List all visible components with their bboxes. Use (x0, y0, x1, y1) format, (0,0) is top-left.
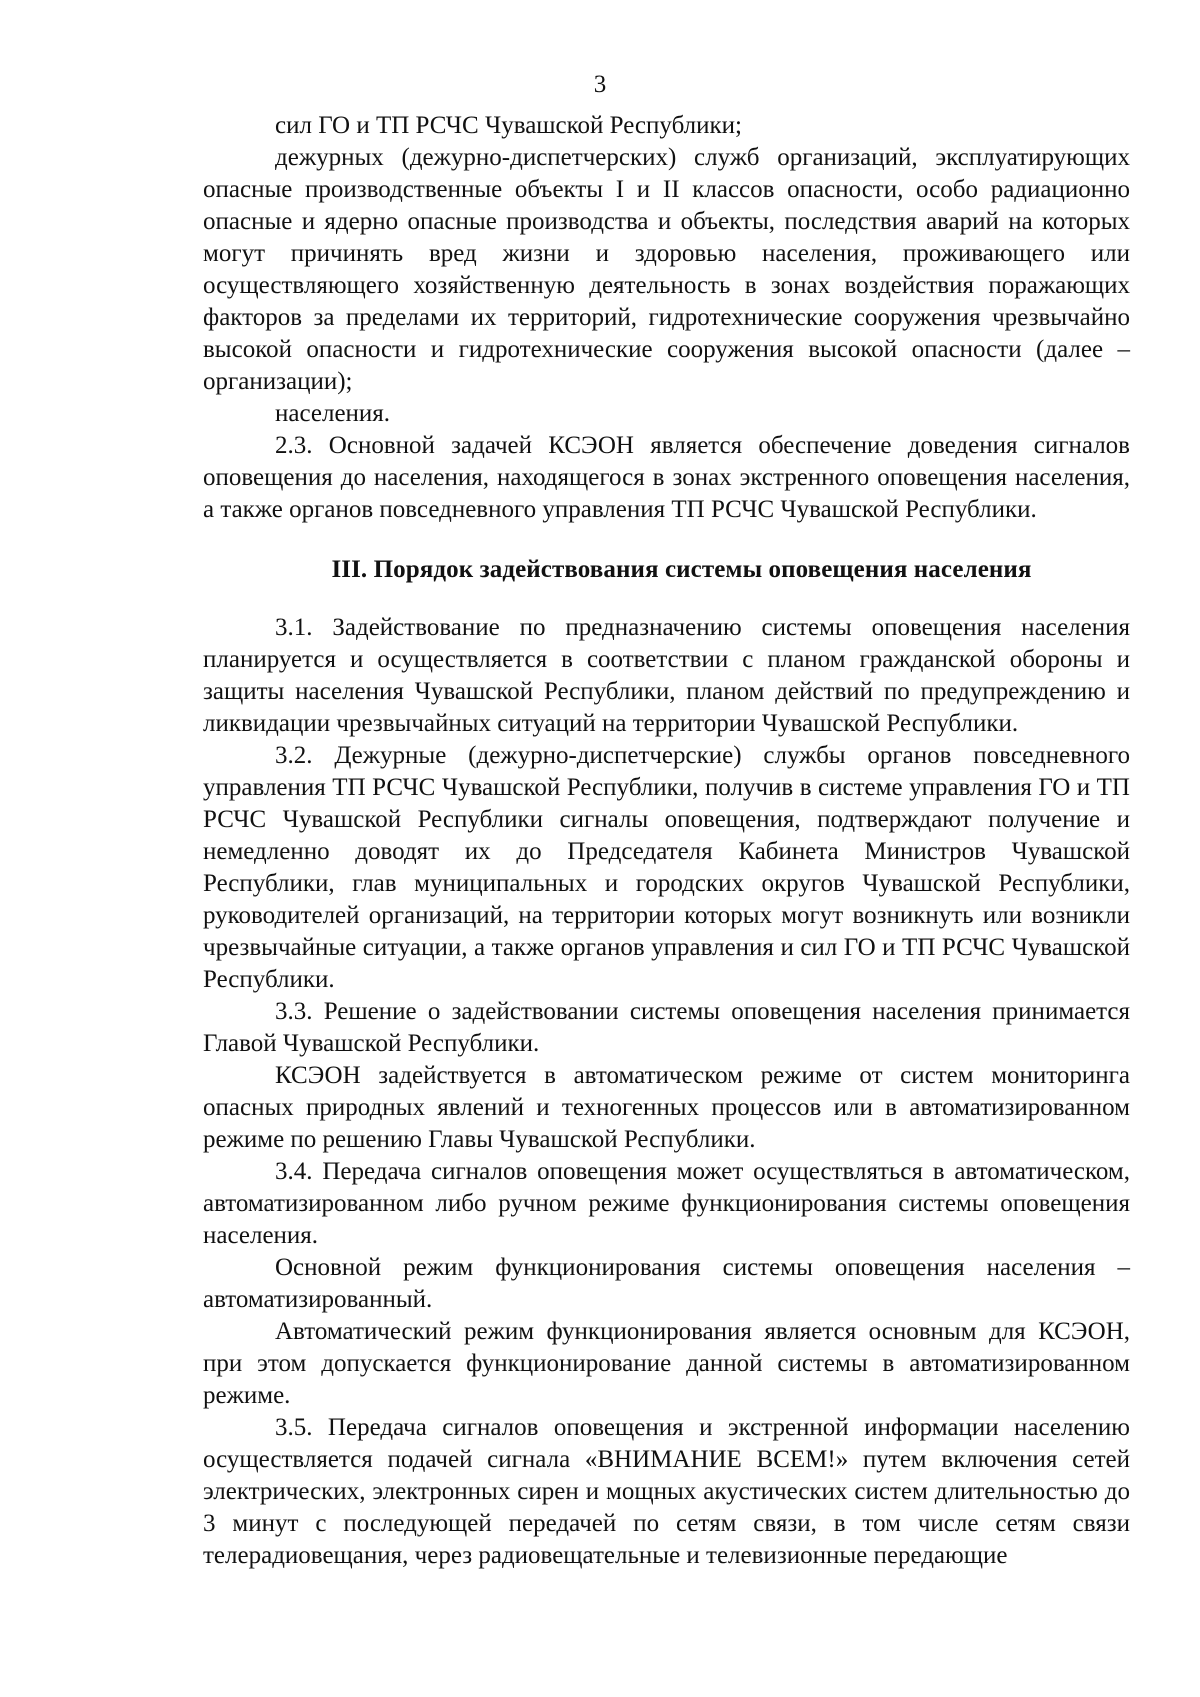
paragraph-main-mode: Основной режим функционирования системы оповещения населения – автоматизированный. (203, 1254, 1130, 1313)
section-heading: III. Порядок задействования системы оповещения населения (331, 556, 1032, 583)
paragraph-3-1: 3.1. Задействование по предназначению системы оповещения населения планируется и осуществляется в соответствии с планом гражданской обороны и защиты населения Чувашской Республики, планом действий по предупреждению и ликвидации чрезвычайных ситуаций на территории Чувашской Республики. (203, 614, 1130, 737)
paragraph-3-5: 3.5. Передача сигналов оповещения и экстренной информации населению осуществляется подачей сигнала «ВНИМАНИЕ ВСЕМ!» путем включения сетей электрических, электронных сирен и мощных акустических систем длительностью до 3 минут с последующей передачей по сетям связи, в том числе сетям связи телерадиовещания, через радиовещательные и телевизионные передающие (203, 1414, 1130, 1569)
paragraph-population-list-item: населения. (275, 400, 391, 427)
paragraph-2-3: 2.3. Основной задачей КСЭОН является обеспечение доведения сигналов оповещения до населения, находящегося в зонах экстренного оповещения населения, а также органов повседневного управления ТП РСЧС Чувашской Республики. (203, 432, 1130, 523)
paragraph-3-2: 3.2. Дежурные (дежурно-диспетчерские) службы органов повседневного управления ТП РСЧС Чувашской Республики, получив в системе управления ГО и ТП РСЧС Чувашской Республики сигналы оповещения, подтверждают получение и немедленно доводят их до Председателя Кабинета Министров Чувашской Республики, глав муниципальных и городских округов Чувашской Республики, руководителей организаций, на территории которых могут возникнуть или возникли чрезвычайные ситуации, а также органов управления и сил ГО и ТП РСЧС Чувашской Республики. (203, 742, 1130, 993)
paragraph-automatic-mode: Автоматический режим функционирования является основным для КСЭОН, при этом допускается функционирование данной системы в автоматизированном режиме. (203, 1318, 1130, 1409)
paragraph-duty-services-list-item: дежурных (дежурно-диспетчерских) служб организаций, эксплуатирующих опасные производственные объекты I и II классов опасности, особо радиационно опасные и ядерно опасные производства и объекты, последствия аварий на которых могут причинять вред жизни и здоровью населения, проживающего или осуществляющего хозяйственную деятельность в зонах воздействия поражающих факторов за пределами их территорий, гидротехнические сооружения чрезвычайно высокой опасности и гидротехнические сооружения высокой опасности (далее – организации); (203, 144, 1130, 395)
paragraph-forces-list-item: сил ГО и ТП РСЧС Чувашской Республики; (275, 112, 743, 139)
paragraph-3-4: 3.4. Передача сигналов оповещения может осуществляться в автоматическом, автоматизированном либо ручном режиме функционирования системы оповещения населения. (203, 1158, 1130, 1249)
document-body (203, 110, 1130, 1572)
paragraph-3-3: 3.3. Решение о задействовании системы оповещения населения принимается Главой Чувашской Республики. (203, 998, 1130, 1057)
paragraph-kseon-activation: КСЭОН задействуется в автоматическом режиме от систем мониторинга опасных природных явлений и техногенных процессов или в автоматизированном режиме по решению Главы Чувашской Республики. (203, 1062, 1130, 1153)
page-number: 3 (593, 71, 607, 98)
